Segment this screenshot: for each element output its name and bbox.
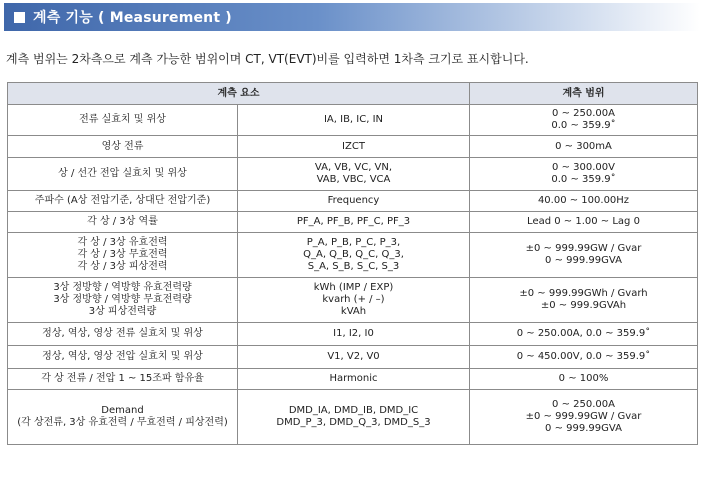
section-title: 계측 기능 ( Measurement ) [33, 10, 232, 26]
symbol-line: S_A, S_B, S_C, S_3 [307, 261, 400, 272]
range-cell [470, 212, 698, 233]
range-line: ±0 ~ 999.99GWh / Gvarh [519, 288, 648, 299]
range-line: 0 ~ 100% [558, 373, 609, 384]
table-row [8, 346, 698, 369]
range-line: 0 ~ 250.00A, 0.0 ~ 359.9˚ [516, 328, 651, 339]
symbol-line: IA, IB, IC, IN [323, 114, 384, 125]
element-cell [8, 369, 238, 390]
range-cell [470, 390, 698, 445]
element-line: 주파수 (A상 전압기준, 상대단 전압기준) [34, 195, 211, 206]
symbol-cell [238, 158, 470, 191]
element-line: 각 상 / 3상 유효전력 [77, 237, 168, 248]
section-header [4, 3, 700, 31]
element-line: 전류 실효치 및 위상 [79, 114, 166, 125]
element-line: 상 / 선간 전압 실효치 및 위상 [58, 168, 187, 179]
symbol-cell [238, 390, 470, 445]
element-line: 각 상 / 3상 무효전력 [77, 249, 168, 260]
symbol-cell [238, 136, 470, 158]
element-line: 각 상 전류 / 전압 1 ~ 15조파 함유율 [41, 373, 204, 384]
symbol-line: VAB, VBC, VCA [316, 174, 391, 185]
table-row [8, 369, 698, 390]
element-line: Demand [101, 405, 144, 416]
symbol-line: DMD_IA, DMD_IB, DMD_IC [288, 405, 419, 416]
element-line: 정상, 역상, 영상 전압 실효치 및 위상 [42, 351, 203, 362]
table-row [8, 158, 698, 191]
symbol-line: Frequency [327, 195, 380, 206]
range-line: 0 ~ 450.00V, 0.0 ~ 359.9˚ [516, 351, 651, 362]
table-row [8, 390, 698, 445]
intro-text: 계측 범위는 2차측으로 계측 가능한 범위이며 CT, VT(EVT)비를 입력하면 1차측 크기로 표시합니다. [6, 52, 529, 66]
element-cell [8, 323, 238, 346]
range-line: 0.0 ~ 359.9˚ [551, 174, 616, 185]
symbol-line: P_A, P_B, P_C, P_3, [306, 237, 401, 248]
element-cell [8, 212, 238, 233]
range-line: ±0 ~ 999.99GW / Gvar [525, 243, 642, 254]
symbol-cell [238, 191, 470, 212]
header-measurement-range: 계측 범위 [470, 83, 698, 105]
symbol-line: VA, VB, VC, VN, [314, 162, 393, 173]
symbol-line: kWh (IMP / EXP) [313, 282, 394, 293]
table-row [8, 191, 698, 212]
table-row [8, 105, 698, 136]
table-row [8, 233, 698, 278]
element-line: 3상 정방향 / 역방향 유효전력량 [53, 282, 192, 293]
range-cell [470, 105, 698, 136]
range-line: ±0 ~ 999.99GW / Gvar [525, 411, 642, 422]
symbol-cell [238, 212, 470, 233]
element-cell [8, 191, 238, 212]
symbol-line: Q_A, Q_B, Q_C, Q_3, [303, 249, 404, 260]
measurement-table [7, 82, 698, 445]
range-line: ±0 ~ 999.9GVAh [540, 300, 627, 311]
range-line: 40.00 ~ 100.00Hz [537, 195, 630, 206]
element-cell [8, 346, 238, 369]
element-line: 영상 전류 [101, 140, 144, 152]
symbol-cell [238, 323, 470, 346]
range-cell [470, 323, 698, 346]
element-line: 3상 피상전력량 [88, 306, 157, 317]
range-line: 0 ~ 300mA [555, 140, 612, 152]
element-cell [8, 158, 238, 191]
element-line: 3상 정방향 / 역방향 무효전력량 [53, 294, 192, 305]
range-cell [470, 233, 698, 278]
symbol-line: Harmonic [329, 373, 378, 384]
element-cell [8, 136, 238, 158]
symbol-cell [238, 233, 470, 278]
range-cell [470, 158, 698, 191]
element-cell [8, 390, 238, 445]
range-line: 0 ~ 250.00A [552, 108, 615, 119]
symbol-line: I1, I2, I0 [333, 328, 374, 339]
header-measurement-element: 계측 요소 [8, 83, 470, 105]
range-cell [470, 346, 698, 369]
element-line: (각 상전류, 3상 유효전력 / 무효전력 / 피상전력) [17, 417, 228, 428]
range-cell [470, 278, 698, 323]
symbol-line: V1, V2, V0 [327, 351, 380, 362]
range-cell [470, 369, 698, 390]
symbol-line: kVAh [340, 306, 367, 317]
range-cell [470, 191, 698, 212]
table-row [8, 323, 698, 346]
range-cell [470, 136, 698, 158]
table-row [8, 212, 698, 233]
symbol-line: kvarh (+ / –) [322, 294, 385, 305]
range-line: 0 ~ 999.99GVA [545, 255, 622, 266]
table-row [8, 136, 698, 158]
element-line: 각 상 / 3상 피상전력 [77, 261, 168, 272]
symbol-cell [238, 369, 470, 390]
table-header-row [8, 83, 698, 105]
table-row [8, 278, 698, 323]
element-cell [8, 105, 238, 136]
symbol-cell [238, 105, 470, 136]
range-line: 0 ~ 999.99GVA [545, 423, 622, 434]
symbol-line: PF_A, PF_B, PF_C, PF_3 [296, 216, 411, 227]
range-line: Lead 0 ~ 1.00 ~ Lag 0 [527, 216, 640, 227]
element-cell [8, 278, 238, 323]
symbol-line: IZCT [342, 140, 365, 152]
symbol-cell [238, 278, 470, 323]
symbol-cell [238, 346, 470, 369]
element-line: 각 상 / 3상 역률 [87, 216, 158, 227]
range-line: 0 ~ 250.00A [552, 399, 615, 410]
range-line: 0 ~ 300.00V [552, 162, 615, 173]
element-cell [8, 233, 238, 278]
symbol-line: DMD_P_3, DMD_Q_3, DMD_S_3 [276, 417, 431, 428]
range-line: 0.0 ~ 359.9˚ [551, 120, 616, 131]
element-line: 정상, 역상, 영상 전류 실효치 및 위상 [42, 328, 203, 339]
bullet-square-icon [14, 12, 25, 23]
